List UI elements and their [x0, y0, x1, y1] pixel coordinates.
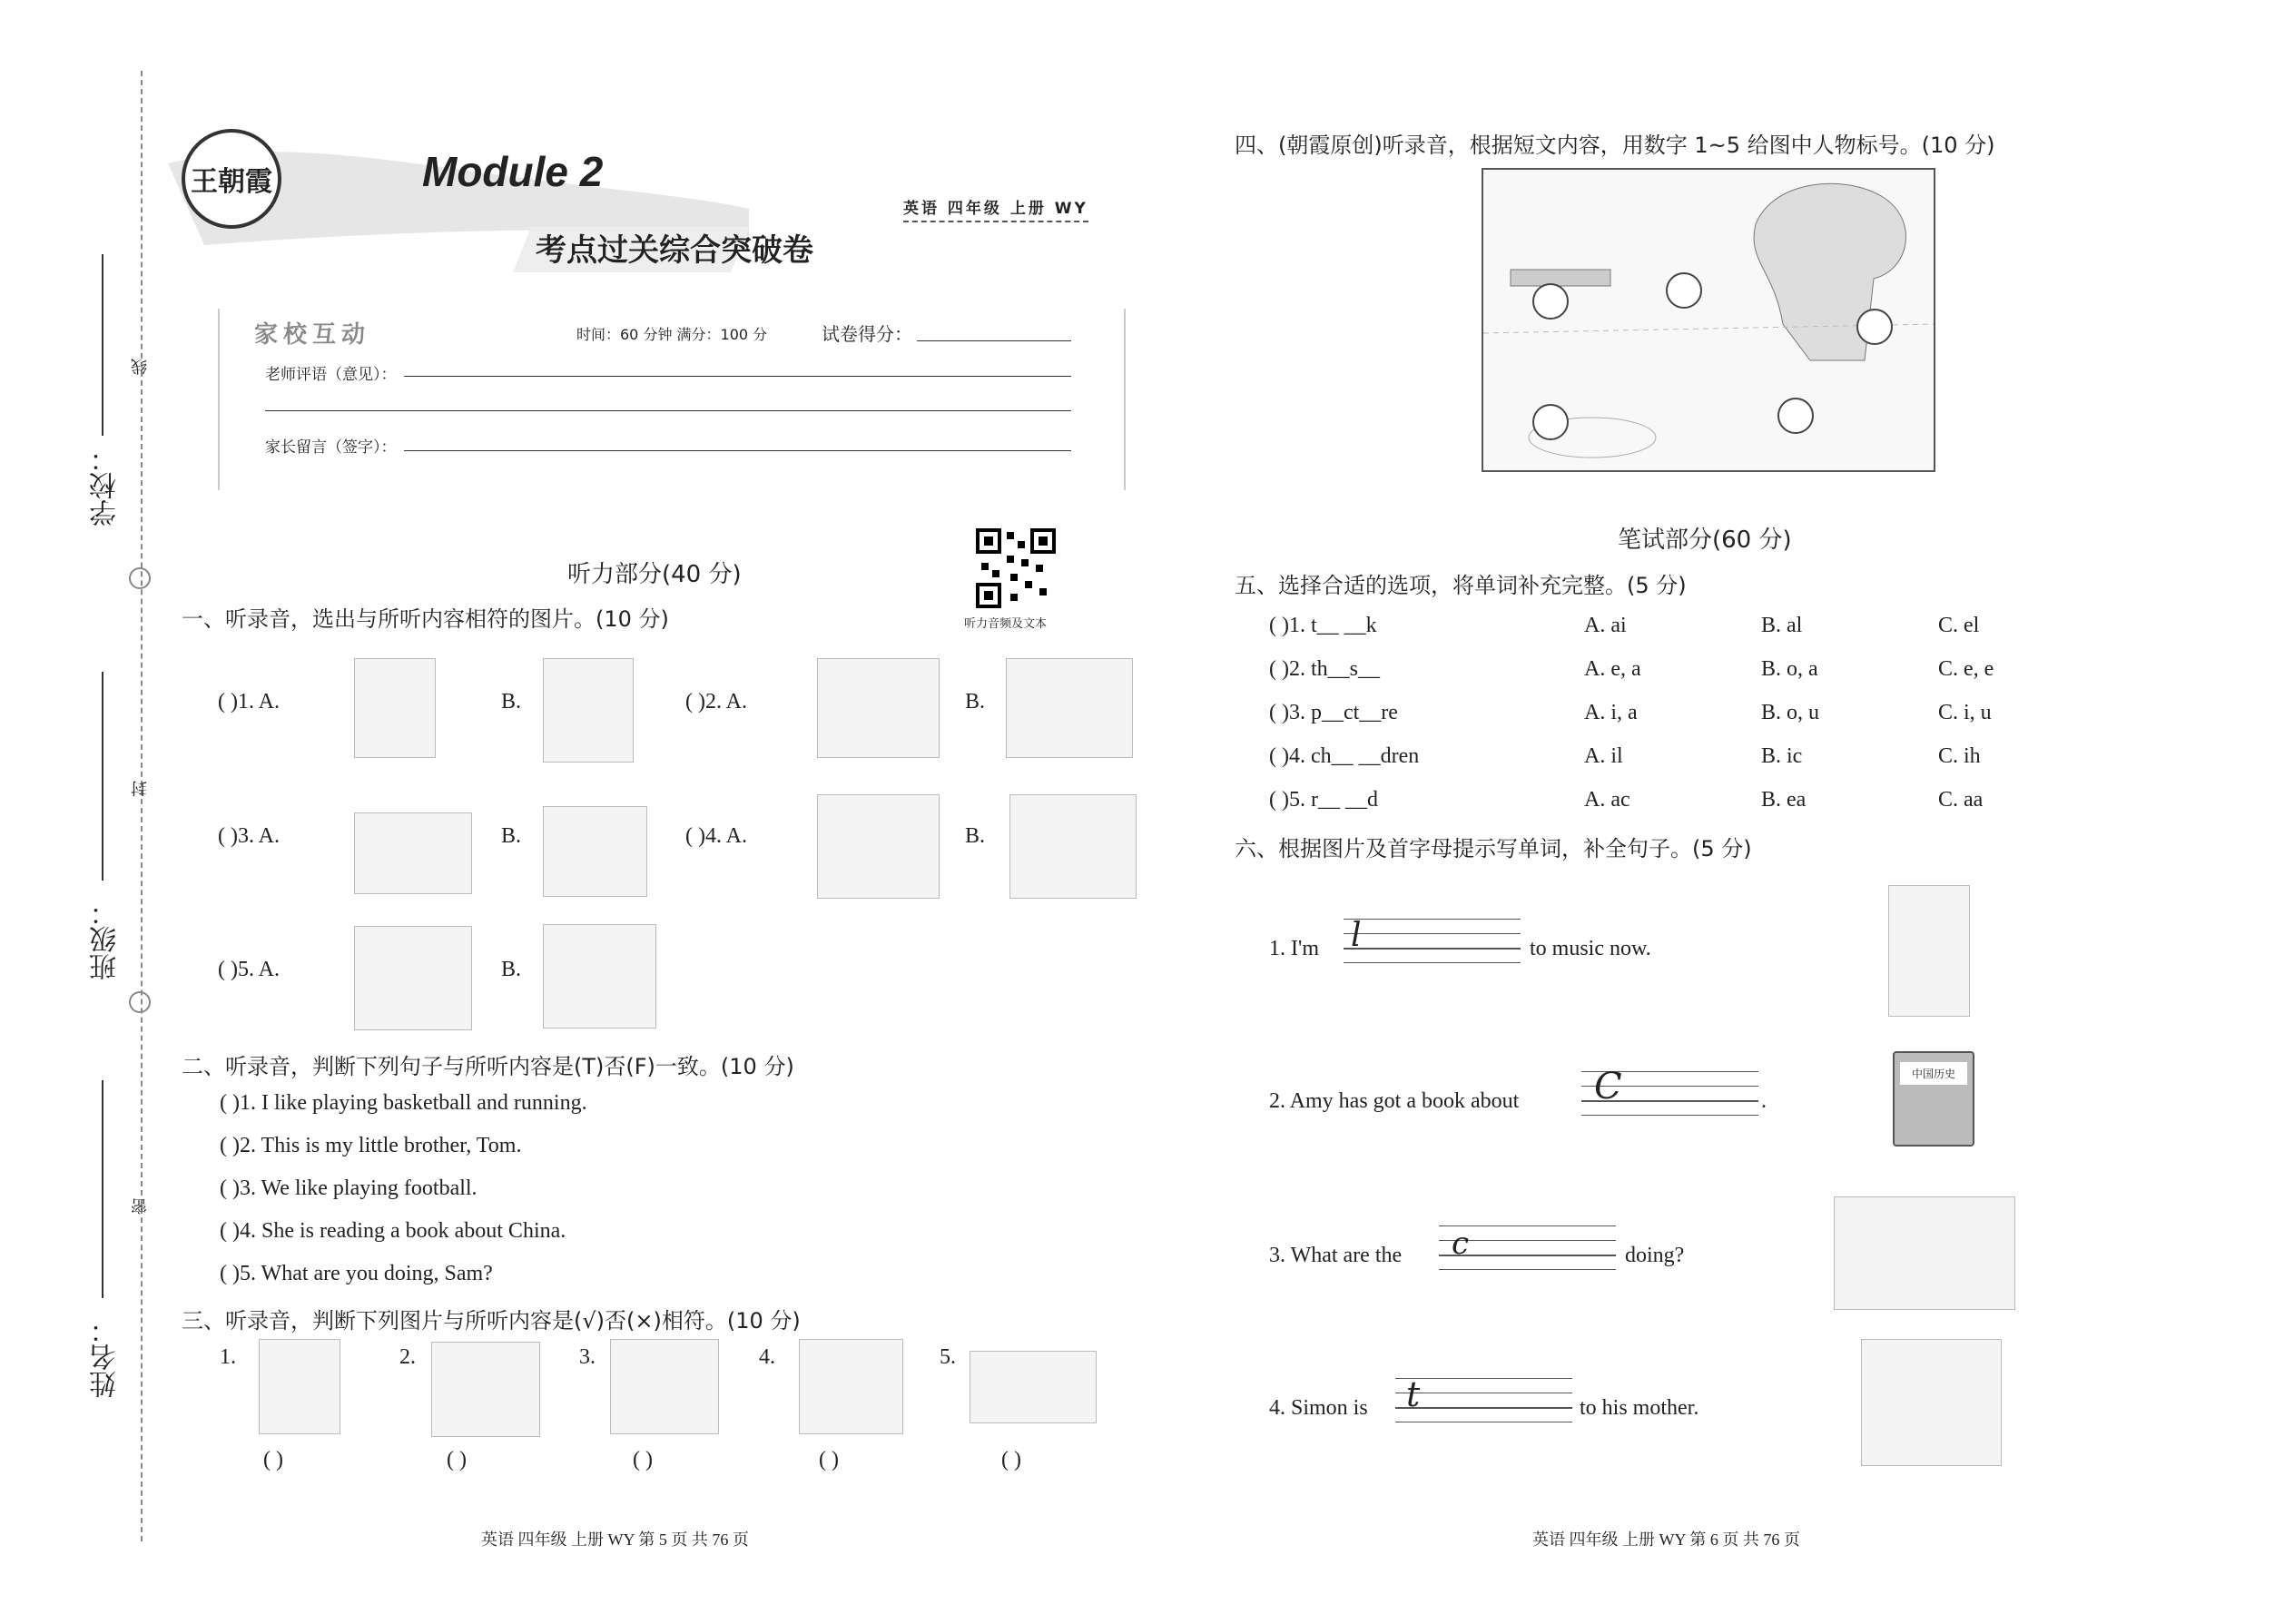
paper-subtitle: 考点过关综合突破卷	[536, 232, 813, 269]
class-label: 班级：	[90, 899, 122, 980]
s1-q1-label: ( )1. A.	[218, 690, 280, 714]
school-label: 学校：	[90, 445, 122, 527]
section-5-title: 五、选择合适的选项，将单词补充完整。(5 分)	[1235, 573, 1687, 598]
s6-q4-pre: 4. Simon is	[1269, 1396, 1368, 1420]
s5-q5-a[interactable]: A. ac	[1584, 788, 1630, 812]
s5-q3-b[interactable]: B. o, u	[1761, 701, 1820, 724]
name-field[interactable]	[102, 1080, 103, 1298]
footer-right: 英语 四年级 上册 WY 第 6 页 共 76 页	[1532, 1530, 1800, 1549]
s6-q4-writing-lines[interactable]	[1395, 1374, 1572, 1422]
teacher-comment-label: 老师评语（意见）：	[265, 366, 397, 384]
boy-listening-image	[259, 1339, 340, 1434]
great-wall-image	[543, 924, 656, 1029]
s1-option-b-label: B.	[501, 690, 522, 714]
parent-message-field[interactable]	[404, 450, 1071, 451]
s5-q2: ( )2. th__s__	[1269, 657, 1380, 681]
boy-running-image	[543, 658, 634, 763]
s5-q2-b[interactable]: B. o, a	[1761, 657, 1818, 681]
s3-num-5: 5.	[940, 1345, 956, 1369]
s1-option-b-label: B.	[965, 824, 986, 848]
label-circle-3[interactable]	[1856, 309, 1893, 345]
tiger-stamp-image	[543, 806, 647, 897]
binding-mark-3: 密	[131, 1198, 150, 1215]
family-photo-image	[354, 812, 472, 894]
s5-q3-a[interactable]: A. i, a	[1584, 701, 1638, 724]
s6-q2-writing-lines[interactable]	[1581, 1066, 1758, 1115]
name-label: 姓名：	[90, 1316, 122, 1398]
s2-item-2: ( )2. This is my little brother, Tom.	[220, 1134, 522, 1157]
qr-code-icon[interactable]	[976, 528, 1056, 608]
basketball-image	[817, 794, 940, 899]
s5-q4-a[interactable]: A. il	[1584, 744, 1623, 768]
swimming-image	[970, 1351, 1097, 1423]
s2-item-3: ( )3. We like playing football.	[220, 1176, 478, 1200]
label-circle-2[interactable]	[1666, 272, 1702, 309]
s3-answer-1[interactable]: ( )	[263, 1448, 283, 1471]
s6-q3-post: doing?	[1625, 1244, 1685, 1267]
mother-son-image	[1861, 1339, 2002, 1466]
girl-headphones-image	[1888, 885, 1970, 1017]
teacher-comment-field-2[interactable]	[265, 410, 1071, 411]
section-6-title: 六、根据图片及首字母提示写单词，补全句子。(5 分)	[1235, 836, 1752, 861]
listening-title: 听力部分(40 分)	[567, 561, 742, 588]
label-circle-1[interactable]	[1532, 283, 1569, 320]
hint-letter: l	[1351, 917, 1362, 954]
module-title: Module 2	[422, 148, 604, 195]
section-2-title: 二、听录音，判断下列句子与所听内容是(T)否(F)一致。(10 分)	[182, 1054, 794, 1079]
score-field[interactable]	[917, 340, 1071, 341]
s1-option-b-label: B.	[965, 690, 986, 714]
section-3-title: 三、听录音，判断下列图片与所听内容是(√)否(×)相符。(10 分)	[182, 1308, 801, 1334]
publisher-logo: 王朝霞	[182, 129, 281, 229]
binding-mark-2: 封	[131, 781, 150, 797]
s1-q2-label: ( )2. A.	[685, 690, 747, 714]
s6-q1-post: to music now.	[1530, 937, 1651, 960]
s6-q1-pre: 1. I'm	[1269, 937, 1319, 960]
writing-title: 笔试部分(60 分)	[1618, 527, 1792, 554]
s5-q4: ( )4. ch__ __dren	[1269, 744, 1420, 768]
s6-q2-post: .	[1761, 1089, 1767, 1113]
s6-q1-writing-lines[interactable]	[1344, 919, 1521, 962]
children-park-image	[1834, 1196, 2015, 1310]
book-label: 中国历史	[1900, 1062, 1967, 1085]
parent-message-label: 家长留言（签字）：	[265, 438, 397, 457]
label-circle-5[interactable]	[1777, 398, 1814, 434]
s3-num-2: 2.	[399, 1345, 416, 1369]
label-circle-4[interactable]	[1532, 404, 1569, 440]
hint-letter: c	[1452, 1225, 1470, 1262]
s1-q3-label: ( )3. A.	[218, 824, 280, 848]
s2-item-4: ( )4. She is reading a book about China.	[220, 1219, 566, 1243]
footer-left: 英语 四年级 上册 WY 第 5 页 共 76 页	[481, 1530, 749, 1549]
binding-hole-icon	[129, 567, 151, 589]
children-playing-image	[817, 658, 940, 758]
s5-q1: ( )1. t__ __k	[1269, 614, 1377, 637]
score-label: 试卷得分：	[822, 323, 912, 345]
s3-answer-3[interactable]: ( )	[633, 1448, 653, 1471]
binding-hole-icon	[129, 991, 151, 1013]
s2-item-1: ( )1. I like playing basketball and running.	[220, 1091, 587, 1115]
s5-q5-b[interactable]: B. ea	[1761, 788, 1807, 812]
binding-mark-1: 线	[131, 359, 150, 375]
boy-girl-talking-image	[1009, 794, 1137, 899]
family-room-image	[799, 1339, 903, 1434]
s3-num-4: 4.	[759, 1345, 775, 1369]
big-ben-image	[354, 926, 472, 1030]
s5-q1-a[interactable]: A. ai	[1584, 614, 1627, 637]
s6-q4-post: to his mother.	[1580, 1396, 1699, 1420]
s5-q5-c[interactable]: C. aa	[1938, 788, 1984, 812]
s2-item-5: ( )5. What are you doing, Sam?	[220, 1262, 493, 1285]
kids-football-image	[431, 1342, 540, 1437]
binding-line	[141, 71, 143, 1541]
box-title: 家校互动	[254, 321, 371, 349]
school-field[interactable]	[102, 254, 103, 436]
s3-num-3: 3.	[579, 1345, 596, 1369]
s5-q2-c[interactable]: C. e, e	[1938, 657, 1994, 681]
hint-letter: C	[1594, 1066, 1622, 1107]
s3-answer-4[interactable]: ( )	[819, 1448, 839, 1471]
paper-tag: 英语 四年级 上册 WY	[903, 195, 1088, 222]
s6-q3-pre: 3. What are the	[1269, 1244, 1403, 1267]
s5-q3-c[interactable]: C. i, u	[1938, 701, 1992, 724]
s6-q3-writing-lines[interactable]	[1439, 1225, 1616, 1269]
s5-q4-c[interactable]: C. ih	[1938, 744, 1981, 768]
s1-q4-label: ( )4. A.	[685, 824, 747, 848]
section-1-title: 一、听录音，选出与所听内容相符的图片。(10 分)	[182, 606, 669, 632]
s5-q1-c[interactable]: C. el	[1938, 614, 1980, 637]
s1-option-b-label: B.	[501, 958, 522, 981]
history-book-image	[1893, 1051, 1974, 1147]
boy-reading-image	[354, 658, 436, 758]
s5-q3: ( )3. p__ct__re	[1269, 701, 1398, 724]
grandparents-image	[1006, 658, 1133, 758]
exam-time: 时间：60 分钟 满分：100 分	[576, 326, 768, 343]
class-field[interactable]	[102, 672, 103, 881]
s6-q2-pre: 2. Amy has got a book about	[1269, 1089, 1520, 1113]
qr-caption: 听力音频及文本	[964, 617, 1048, 631]
s3-answer-2[interactable]: ( )	[447, 1448, 467, 1471]
s3-num-1: 1.	[220, 1345, 236, 1369]
s3-answer-5[interactable]: ( )	[1001, 1448, 1021, 1471]
s5-q4-b[interactable]: B. ic	[1761, 744, 1803, 768]
girl-tv-image	[610, 1339, 719, 1434]
teacher-comment-field[interactable]	[404, 376, 1071, 377]
s5-q1-b[interactable]: B. al	[1761, 614, 1803, 637]
s5-q5: ( )5. r__ __d	[1269, 788, 1378, 812]
section-4-title: 四、(朝霞原创)听录音，根据短文内容，用数字 1~5 给图中人物标号。(10 分)	[1235, 133, 1995, 158]
s5-q2-a[interactable]: A. e, a	[1584, 657, 1641, 681]
hint-letter: t	[1406, 1374, 1421, 1414]
s1-option-b-label: B.	[501, 824, 522, 848]
s1-q5-label: ( )5. A.	[218, 958, 280, 981]
